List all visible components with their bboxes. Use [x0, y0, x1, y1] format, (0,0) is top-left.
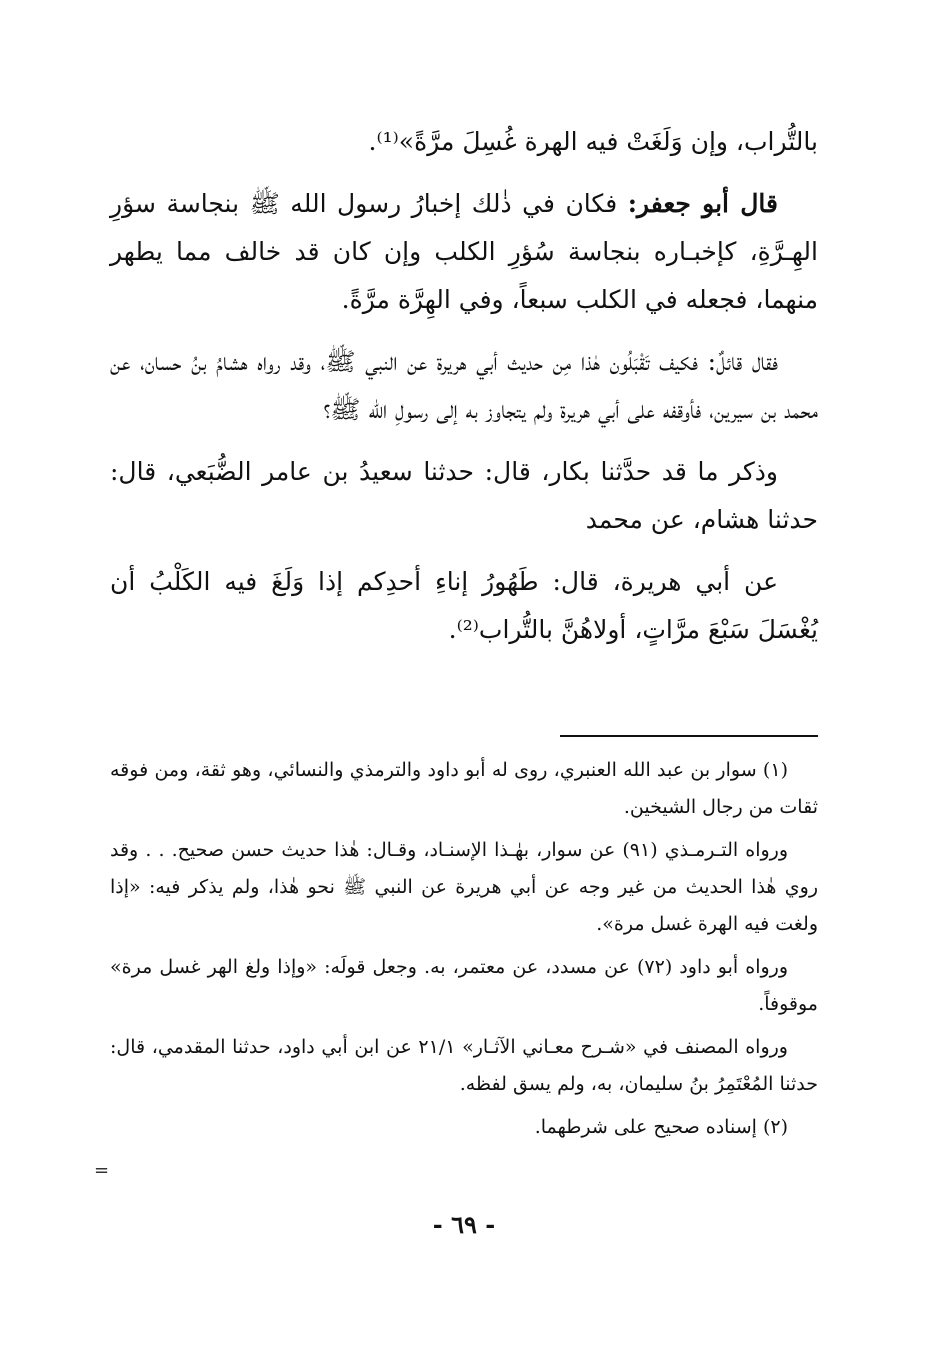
- footnote-1-author: ورواه المصنف في «شـرح معـاني الآثـار» ٢١/١ عن ابن أبي داود، حدثنا المقدمي، قال: حدثنا المُعْتَمِرُ بنُ سليمان، به، ولم يسق لفظه.: [110, 1036, 818, 1095]
- footnote-1-tirmidhi: ورواه التـرمـذي (٩١) عن سوار، بهٰـذا الإسنـاد، وقـال: هٰذا حديث حسن صحيح. . . وقد روي هٰذا الحديث من غير وجه عن أبي هريرة عن النبي ﷺ نحو هٰذا، ولم يذكر فيه: «إذا ولغت فيه الهرة غسل مرة».: [110, 839, 818, 935]
- paragraph-objection: فقال قائلٌ: فكيف تَقْبَلُون هٰذا مِن حديث أبي هريرة عن النبي ﷺ، وقد رواه هشامُ بنُ حسان، عن محمد بن سيرين، فأوقفه على أبي هريرة ولم يتجاوز به إلى رسولِ الله ﷺ؟: [110, 347, 818, 424]
- paragraph-hadith: عن أبي هريرة، قال: طَهُورُ إناءِ أحدِكم إذا وَلَغَ فيه الكَلْبُ أن يُغْسَلَ سَبْعَ مرَّاتٍ، أولاهُنَّ بالتُّراب⁽²⁾.: [110, 567, 818, 644]
- margin-mark: =: [94, 1160, 110, 1181]
- paragraph-narration: وذكر ما قد حدَّثنا بكار، قال: حدثنا سعيدُ بن عامر الضُّبَعي، قال: حدثنا هشام، عن محمد: [110, 457, 818, 534]
- footnote-separator: [560, 735, 818, 737]
- paragraph-continuation: بالتُّراب، وإن وَلَغَتْ فيه الهرة غُسِلَ مرَّةً»⁽¹⁾.: [368, 127, 818, 156]
- speaker-label: قال أبو جعفر:: [627, 189, 778, 218]
- main-text: [110, 118, 818, 668]
- footnotes: [110, 752, 818, 1152]
- paragraph-abu-jafar-text: قال أبو جعفر: فكان في ذٰلك إخبارُ رسول الله ﷺ بنجاسة سؤرِ الهِـرَّةِ، كإخبـاره بنجاسة سُؤرِ الكلب وإن كان قد خالف مما يطهر منهما، فجعله في الكلب سبعاً، وفي الهِرَّة مرَّةً.: [110, 189, 818, 314]
- page-number: - ٦٩ -: [432, 1210, 496, 1239]
- footnote-1: (١) سوار بن عبد الله العنبري، روى له أبو داود والترمذي والنسائي، وهو ثقة، ومن فوقه ثقات من رجال الشيخين.: [110, 759, 818, 818]
- footnote-2: (٢) إسناده صحيح على شرطهما.: [534, 1116, 788, 1138]
- paragraph-abu-jafar: [110, 180, 818, 324]
- footnote-1-abu-dawud: ورواه أبو داود (٧٢) عن مسدد، عن معتمر، به. وجعل قولَه: «وإذا ولغ الهر غسل مرة» موقوفاً.: [110, 956, 818, 1015]
